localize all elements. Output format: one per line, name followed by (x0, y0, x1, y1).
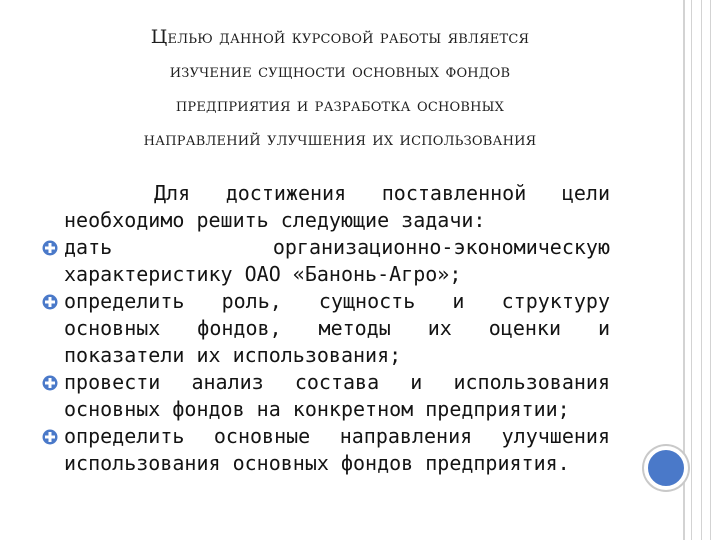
list-item-text: провести анализ состава и использования основных фондов на конкретном предприятии; (64, 370, 610, 421)
title-line-1: Целью данной курсовой работы является (150, 26, 530, 48)
list-item-text: дать организационно-экономическую характеристику ОАО «Банонь-Агро»; (64, 235, 610, 286)
cross-bullet-icon (42, 429, 58, 445)
list-item-text: определить основные направления улучшения использования основных фондов предприятия. (64, 424, 610, 475)
list-item (64, 369, 610, 423)
list-item (64, 234, 610, 288)
intro-text: Для достижения поставленной цели необходимо решить следующие задачи: (64, 181, 610, 232)
slide-body (64, 180, 610, 477)
list-item (64, 288, 610, 369)
cross-bullet-icon (42, 375, 58, 391)
blue-circle-icon (644, 446, 688, 490)
title-line-3: предприятия и разработка основных (175, 94, 505, 116)
decorative-line (710, 0, 711, 540)
cross-bullet-icon (42, 294, 58, 310)
title-line-4: направлений улучшения их использования (143, 128, 537, 150)
decorative-line (691, 0, 692, 540)
slide-title (40, 20, 640, 156)
cross-bullet-icon (42, 240, 58, 256)
title-line-2: изучение сущности основных фондов (169, 60, 511, 82)
list-item-text: определить роль, сущность и структуру основных фондов, методы их оценки и показатели их использования; (64, 289, 610, 367)
list-item (64, 423, 610, 477)
decorative-line (701, 0, 702, 540)
